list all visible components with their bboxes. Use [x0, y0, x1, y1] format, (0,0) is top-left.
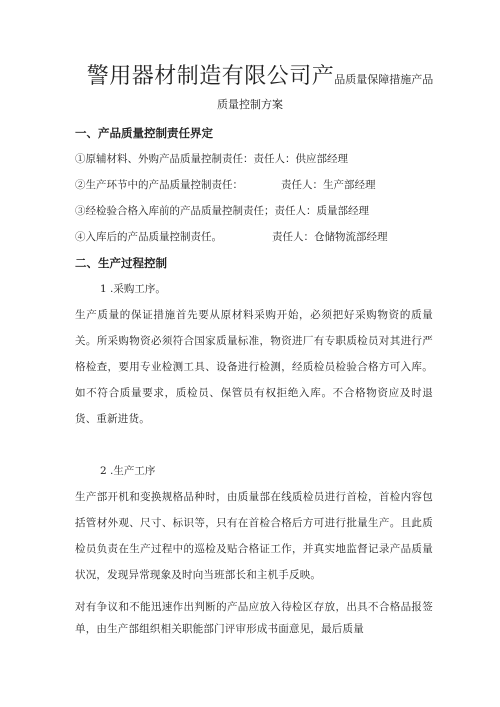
paragraph-production: 生产部开机和变换规格品种时，由质量部在线质检员进行首检，首检内容包括管材外观、尺寸、标识等，只有在首检合格后方可进行批量生产。且此质检员负责在生产过程中的巡检及贴合格证工作，并真实地监督记录产品质量状况，发现异常现象及时向当班部长和主机手反映。 — [75, 491, 433, 581]
title-tail: 品质量保障措施产品 — [334, 73, 434, 86]
section2-heading: 二、生产过程控制 — [75, 256, 167, 270]
paragraph-purchase: 生产质量的保证措施首先要从原材料采购开始，必须把好采购物资的质量关。所采购物资必须符合国家质量标准，物资进厂有专职质检员对其进行严格检查，要用专业检测工具、设备进行检测，经质检员检验合格方可入库。如不符合质量要求，质检员、保管员有权拒绝入库。不合格物资应及时退货、重新进货。 — [75, 309, 433, 425]
document-subtitle: 质量控制方案 — [217, 98, 283, 111]
duty-line-4 — [75, 230, 435, 244]
document-title — [70, 62, 450, 95]
section1-heading: 一、产品质量控制责任界定 — [75, 126, 213, 140]
duty-responsible: 责任人：仓储物流部经理 — [272, 231, 388, 243]
duty-line-1 — [75, 152, 435, 166]
duty-text: ②生产环节中的产品质量控制责任： — [75, 179, 243, 191]
duty-text: ④入库后的产品质量控制责任。 — [75, 231, 222, 243]
paragraph-disputed: 对有争议和不能迅速作出判断的产品应放入待检区存放，出具不合格品报签单，由生产部组织相关职能部门评审形成书面意见，最后质量 — [75, 601, 433, 635]
duty-line-2 — [75, 178, 435, 192]
duty-line-3 — [75, 204, 435, 218]
subsection-production: 2 .生产工序 — [100, 465, 156, 477]
duty-text: ③经检验合格入库前的产品质量控制责任；责任人：质量部经理 — [75, 205, 369, 217]
duty-responsible: 责任人：生产部经理 — [281, 179, 376, 191]
subsection-purchase: 1 .采购工序。 — [100, 283, 166, 295]
title-main: 警用器材制造有限公司产 — [86, 64, 335, 89]
duty-text: ①原辅材料、外购产品质量控制责任：责任人：供应部经理 — [75, 153, 348, 165]
